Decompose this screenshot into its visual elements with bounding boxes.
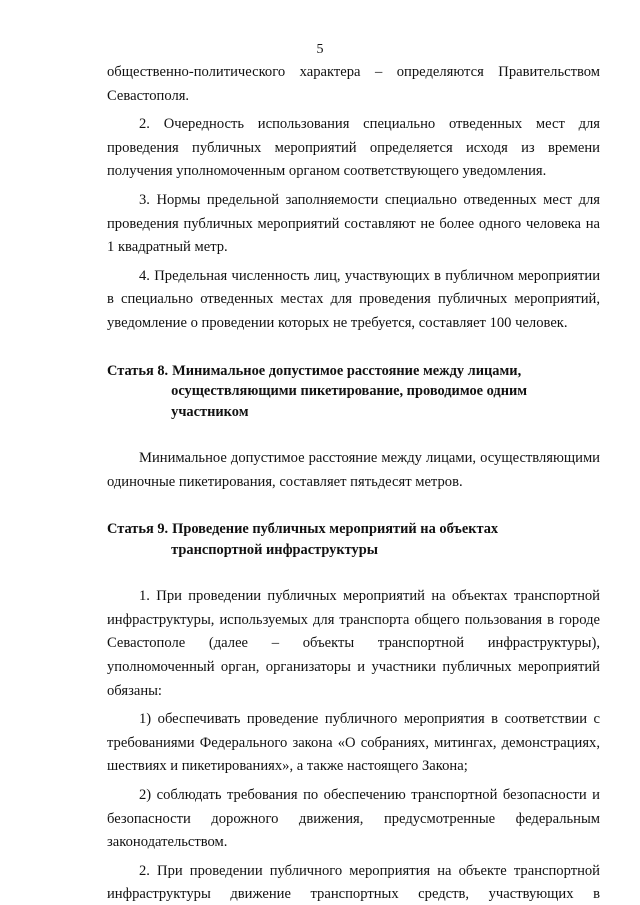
article-9-subclause-2: 2) соблюдать требования по обеспечению транспортной безопасности и безопасности дорожного движения, предусмотренные федеральным законодательством. (107, 786, 600, 851)
article-9-subclause-1: 1) обеспечивать проведение публичного мероприятия в соответствии с требованиями Федерального закона «О собраниях, митингах, демонстрациях, шествиях и пикетированиях», а также настоящего Закона; (107, 711, 600, 775)
paragraph-continuation: общественно-политического характера – определяются Правительством Севастополя. (107, 64, 600, 104)
paragraph-clause-3: 3. Нормы предельной заполняемости специально отведенных мест для проведения публичных мероприятий составляют не более одного человека на 1 квадратный метр. (107, 191, 600, 256)
article-9-title-line-1: Проведение публичных мероприятий на объектах (172, 521, 499, 538)
article-9-heading (107, 519, 600, 560)
article-8-title-line-2: осуществляющими пикетирование, проводимое одним (171, 383, 528, 400)
article-8-paragraph: Минимальное допустимое расстояние между лицами, осуществляющими одиночные пикетирования, составляет пятьдесят метров. (107, 450, 600, 490)
article-9-title (172, 519, 600, 560)
paragraph-clause-2: 2. Очередность использования специально отведенных мест для проведения публичных мероприятий определяется исходя из времени получения уполномоченным органом соответствующего уведомления. (107, 116, 600, 180)
article-9-clause-1: 1. При проведении публичных мероприятий на объектах транспортной инфраструктуры, используемых для транспорта общего пользования в городе Севастополе (далее – объекты транспортной инфраструктуры), уполномоченный орган, организаторы и участники публичных мероприятий обязаны: (107, 588, 600, 699)
document-body (107, 61, 600, 905)
page-number: 5 (316, 42, 324, 57)
article-8-heading (107, 361, 600, 423)
article-9-title-line-2: транспортной инфраструктуры (171, 541, 378, 558)
article-8-label: Статья 8. (107, 362, 169, 379)
article-8-title-line-3: участником (171, 403, 249, 420)
article-8-title (172, 361, 600, 423)
article-8-title-line-1: Минимальное допустимое расстояние между лицами, (172, 362, 522, 379)
article-9-label: Статья 9. (107, 521, 169, 538)
paragraph-clause-4: 4. Предельная численность лиц, участвующих в публичном мероприятии в специально отведенных местах для проведения публичных мероприятий, уведомление о проведении которых не требуется, составляет 100 человек. (107, 267, 600, 331)
article-9-clause-2: 2. При проведении публичного мероприятия на объекте транспортной инфраструктуры движение транспортных средств, участвующих в (107, 862, 600, 903)
